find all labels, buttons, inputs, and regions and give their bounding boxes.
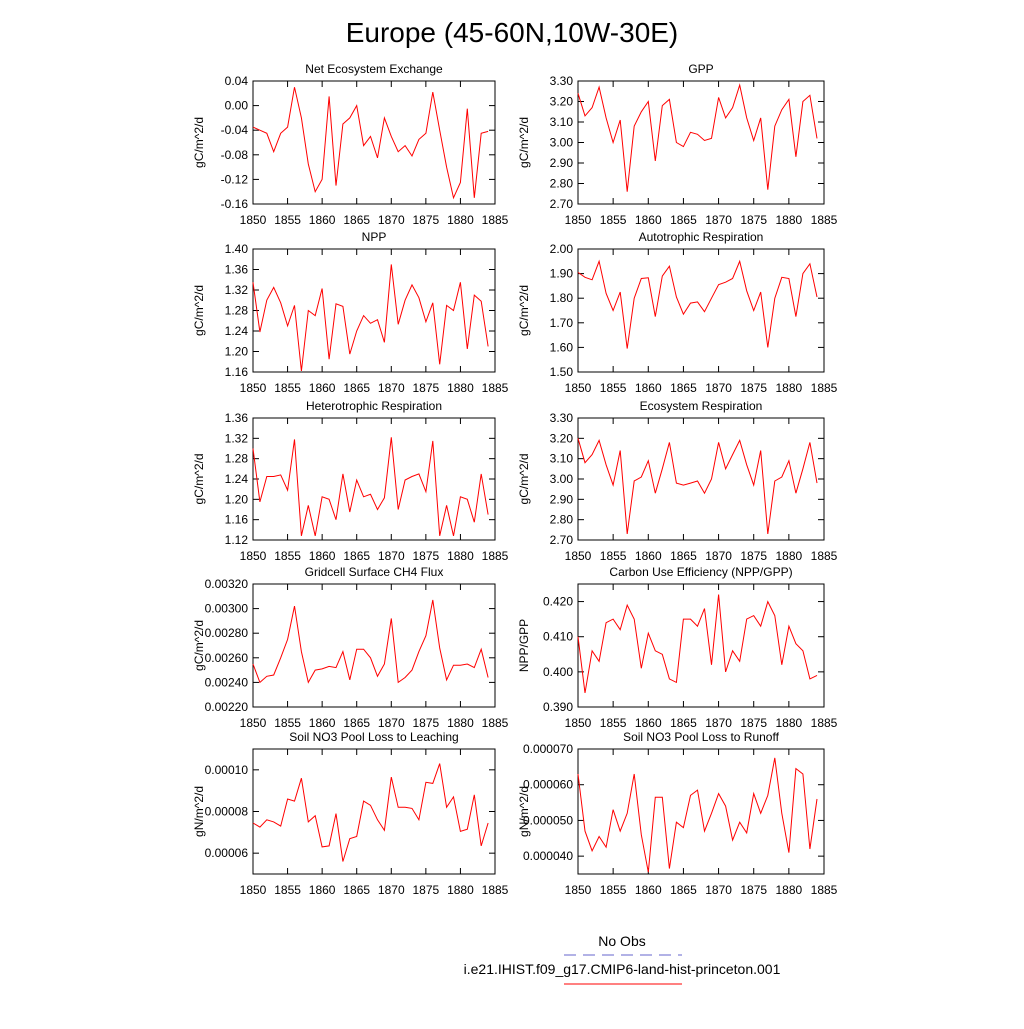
x-tick-label: 1860	[634, 381, 662, 395]
y-tick-label: 1.80	[549, 291, 573, 306]
series-line	[578, 85, 817, 192]
x-tick-label: 1870	[705, 716, 732, 730]
x-tick-label: 1880	[447, 213, 474, 227]
x-tick-label: 1880	[775, 549, 803, 563]
x-tick-label: 1870	[705, 381, 732, 395]
x-tick-label: 1870	[377, 381, 405, 395]
x-tick-label: 1885	[810, 381, 838, 395]
x-tick-label: 1870	[377, 213, 405, 227]
y-tick-label: 1.24	[224, 324, 248, 338]
panel-ylabel: gC/m^2/d	[517, 117, 531, 168]
x-tick-label: 1855	[274, 213, 301, 227]
y-tick-label: 0.00240	[204, 675, 248, 690]
y-tick-label: -0.08	[220, 147, 248, 162]
panel-title: Soil NO3 Pool Loss to Runoff	[623, 730, 779, 744]
y-tick-label: 1.90	[549, 266, 573, 281]
panel-title: GPP	[688, 62, 714, 76]
series-line	[578, 261, 817, 348]
y-tick-label: 1.12	[224, 533, 248, 547]
y-tick-label: 1.60	[549, 340, 573, 355]
x-tick-label: 1850	[564, 716, 592, 730]
x-tick-label: 1875	[412, 549, 440, 563]
x-tick-label: 1880	[447, 549, 474, 563]
x-tick-label: 1850	[564, 213, 592, 227]
x-tick-label: 1880	[447, 883, 474, 897]
y-tick-label: 0.00320	[204, 577, 248, 591]
x-tick-label: 1860	[308, 549, 336, 563]
legend-label-1: i.e21.IHIST.f09_g17.CMIP6-land-hist-princeton.001	[463, 961, 781, 977]
x-tick-label: 1855	[599, 716, 627, 730]
y-tick-label: 1.70	[549, 315, 573, 330]
y-tick-label: 0.00008	[204, 804, 248, 819]
panel-frame	[253, 584, 495, 707]
x-tick-label: 1850	[564, 381, 592, 395]
y-tick-label: 3.00	[549, 472, 573, 486]
panel-8	[192, 730, 509, 897]
x-tick-label: 1870	[705, 213, 732, 227]
y-tick-label: 3.10	[549, 115, 573, 129]
x-tick-label: 1875	[740, 883, 768, 897]
y-tick-label: 0.390	[542, 700, 573, 714]
x-tick-label: 1850	[239, 549, 267, 563]
x-tick-label: 1860	[634, 549, 662, 563]
series-line	[253, 764, 488, 862]
series-line	[578, 595, 817, 693]
x-tick-label: 1860	[634, 883, 662, 897]
x-tick-label: 1885	[810, 883, 838, 897]
x-tick-label: 1870	[377, 549, 405, 563]
x-tick-label: 1885	[810, 213, 838, 227]
x-tick-label: 1870	[705, 883, 732, 897]
y-tick-label: 0.400	[542, 664, 573, 679]
x-tick-label: 1885	[481, 549, 509, 563]
panel-title: Carbon Use Efficiency (NPP/GPP)	[609, 565, 793, 579]
panel-6	[192, 565, 509, 730]
x-tick-label: 1875	[412, 213, 440, 227]
y-tick-label: 1.28	[224, 303, 248, 318]
legend	[464, 933, 781, 984]
y-tick-label: 0.00300	[204, 601, 248, 616]
x-tick-label: 1850	[239, 716, 267, 730]
panel-7	[517, 565, 838, 730]
x-tick-label: 1860	[308, 381, 336, 395]
y-tick-label: 1.20	[224, 344, 248, 359]
legend-label-0: No Obs	[598, 933, 646, 949]
panel-4	[192, 399, 509, 563]
panel-ylabel: gC/m^2/d	[192, 285, 206, 336]
series-line	[253, 437, 488, 536]
panel-frame	[253, 249, 495, 372]
y-tick-label: 0.00280	[204, 626, 248, 641]
y-tick-label: 1.28	[224, 451, 248, 466]
y-tick-label: 2.80	[549, 176, 573, 191]
x-tick-label: 1875	[740, 716, 768, 730]
y-tick-label: 2.80	[549, 512, 573, 527]
x-tick-label: 1855	[274, 381, 301, 395]
x-tick-label: 1860	[634, 716, 662, 730]
x-tick-label: 1885	[481, 381, 509, 395]
x-tick-label: 1855	[599, 213, 627, 227]
x-tick-label: 1865	[343, 883, 371, 897]
x-tick-label: 1885	[481, 213, 509, 227]
y-tick-label: 2.70	[549, 533, 573, 547]
x-tick-label: 1875	[740, 549, 768, 563]
y-tick-label: 0.420	[542, 594, 573, 609]
panel-5	[517, 399, 838, 563]
x-tick-label: 1880	[447, 381, 474, 395]
panel-ylabel: gC/m^2/d	[192, 620, 206, 671]
y-tick-label: 2.00	[549, 242, 573, 256]
panel-title: Net Ecosystem Exchange	[305, 62, 443, 76]
y-tick-label: 1.50	[549, 365, 573, 379]
panel-2	[192, 230, 509, 395]
panel-0	[192, 62, 509, 227]
x-tick-label: 1865	[343, 716, 371, 730]
panel-ylabel: gC/m^2/d	[517, 453, 531, 505]
x-tick-label: 1855	[599, 381, 627, 395]
panel-ylabel: gC/m^2/d	[517, 285, 531, 336]
panel-ylabel: gC/m^2/d	[192, 117, 206, 168]
x-tick-label: 1885	[810, 549, 838, 563]
series-line	[253, 87, 488, 198]
panel-frame	[578, 249, 824, 372]
panel-title: Ecosystem Respiration	[639, 399, 763, 413]
x-tick-label: 1880	[447, 716, 474, 730]
y-tick-label: 0.00260	[204, 650, 248, 665]
x-tick-label: 1885	[481, 883, 509, 897]
x-tick-label: 1865	[343, 381, 371, 395]
x-tick-label: 1870	[377, 883, 405, 897]
x-tick-label: 1855	[599, 883, 627, 897]
x-tick-label: 1880	[775, 381, 803, 395]
y-tick-label: 0.04	[224, 74, 248, 88]
x-tick-label: 1865	[670, 549, 697, 563]
series-line	[253, 600, 488, 682]
y-tick-label: 1.16	[224, 365, 248, 379]
y-tick-label: 2.70	[549, 197, 573, 211]
x-tick-label: 1875	[740, 381, 768, 395]
series-line	[253, 264, 488, 371]
x-tick-label: 1885	[481, 716, 509, 730]
panel-title: Heterotrophic Respiration	[305, 399, 443, 413]
y-tick-label: 3.30	[549, 74, 573, 88]
panel-frame	[578, 584, 824, 707]
x-tick-label: 1860	[634, 213, 662, 227]
panels	[192, 62, 838, 897]
panel-title: Soil NO3 Pool Loss to Leaching	[289, 730, 459, 744]
y-tick-label: 0.00	[224, 98, 248, 113]
x-tick-label: 1875	[412, 716, 440, 730]
panel-ylabel: gN/m^2/d	[192, 786, 206, 837]
x-tick-label: 1860	[308, 716, 336, 730]
y-tick-label: 1.36	[224, 262, 248, 277]
y-tick-label: 0.000070	[522, 742, 573, 756]
panel-title: Autotrophic Respiration	[638, 230, 764, 244]
y-tick-label: 0.000060	[522, 777, 573, 792]
x-tick-label: 1885	[810, 716, 838, 730]
y-tick-label: 1.32	[224, 283, 248, 297]
panel-1	[517, 62, 838, 227]
y-tick-label: -0.16	[220, 197, 248, 211]
y-tick-label: 2.90	[549, 156, 573, 170]
x-tick-label: 1860	[308, 883, 336, 897]
x-tick-label: 1875	[740, 213, 768, 227]
y-tick-label: 3.20	[549, 94, 573, 109]
y-tick-label: 1.24	[224, 472, 248, 486]
y-tick-label: 3.20	[549, 431, 573, 446]
y-tick-label: 3.10	[549, 451, 573, 466]
x-tick-label: 1865	[343, 549, 371, 563]
x-tick-label: 1850	[564, 549, 592, 563]
figure-title: Europe (45-60N,10W-30E)	[345, 17, 679, 48]
y-tick-label: 1.20	[224, 492, 248, 507]
x-tick-label: 1870	[377, 716, 405, 730]
x-tick-label: 1850	[239, 883, 267, 897]
y-tick-label: 1.40	[224, 242, 248, 256]
y-tick-label: 1.36	[224, 411, 248, 425]
y-tick-label: 3.30	[549, 411, 573, 425]
y-tick-label: 2.90	[549, 492, 573, 507]
x-tick-label: 1850	[239, 213, 267, 227]
x-tick-label: 1865	[670, 381, 697, 395]
panel-frame	[578, 81, 824, 204]
x-tick-label: 1855	[274, 883, 301, 897]
x-tick-label: 1875	[412, 883, 440, 897]
panel-ylabel: NPP/GPP	[517, 618, 531, 673]
y-tick-label: 1.16	[224, 512, 248, 527]
y-tick-label: 0.00006	[204, 846, 248, 861]
y-tick-label: 0.000050	[522, 813, 573, 828]
x-tick-label: 1855	[599, 549, 627, 563]
y-tick-label: -0.12	[220, 172, 248, 187]
y-tick-label: 0.000040	[522, 849, 573, 864]
x-tick-label: 1880	[775, 213, 803, 227]
y-tick-label: 0.410	[542, 629, 573, 644]
panel-title: Gridcell Surface CH4 Flux	[304, 565, 444, 579]
series-line	[578, 438, 817, 534]
y-tick-label: 0.00220	[204, 700, 248, 714]
y-tick-label: 0.00010	[204, 762, 248, 777]
x-tick-label: 1850	[239, 381, 267, 395]
x-tick-label: 1860	[308, 213, 336, 227]
x-tick-label: 1855	[274, 549, 301, 563]
panel-frame	[578, 418, 824, 540]
series-line	[578, 758, 817, 872]
panel-ylabel: gC/m^2/d	[192, 453, 206, 505]
panel-ylabel: gN/m^2/d	[517, 786, 531, 837]
x-tick-label: 1855	[274, 716, 301, 730]
x-tick-label: 1880	[775, 716, 803, 730]
x-tick-label: 1850	[564, 883, 592, 897]
x-tick-label: 1880	[775, 883, 803, 897]
x-tick-label: 1870	[705, 549, 732, 563]
panel-title: NPP	[361, 230, 387, 244]
x-tick-label: 1865	[343, 213, 371, 227]
y-tick-label: 1.32	[224, 431, 248, 446]
x-tick-label: 1875	[412, 381, 440, 395]
x-tick-label: 1865	[670, 883, 697, 897]
y-tick-label: 3.00	[549, 135, 573, 150]
x-tick-label: 1865	[670, 716, 697, 730]
panel-9	[517, 730, 838, 897]
y-tick-label: -0.04	[220, 123, 248, 138]
x-tick-label: 1865	[670, 213, 697, 227]
panel-3	[517, 230, 838, 395]
